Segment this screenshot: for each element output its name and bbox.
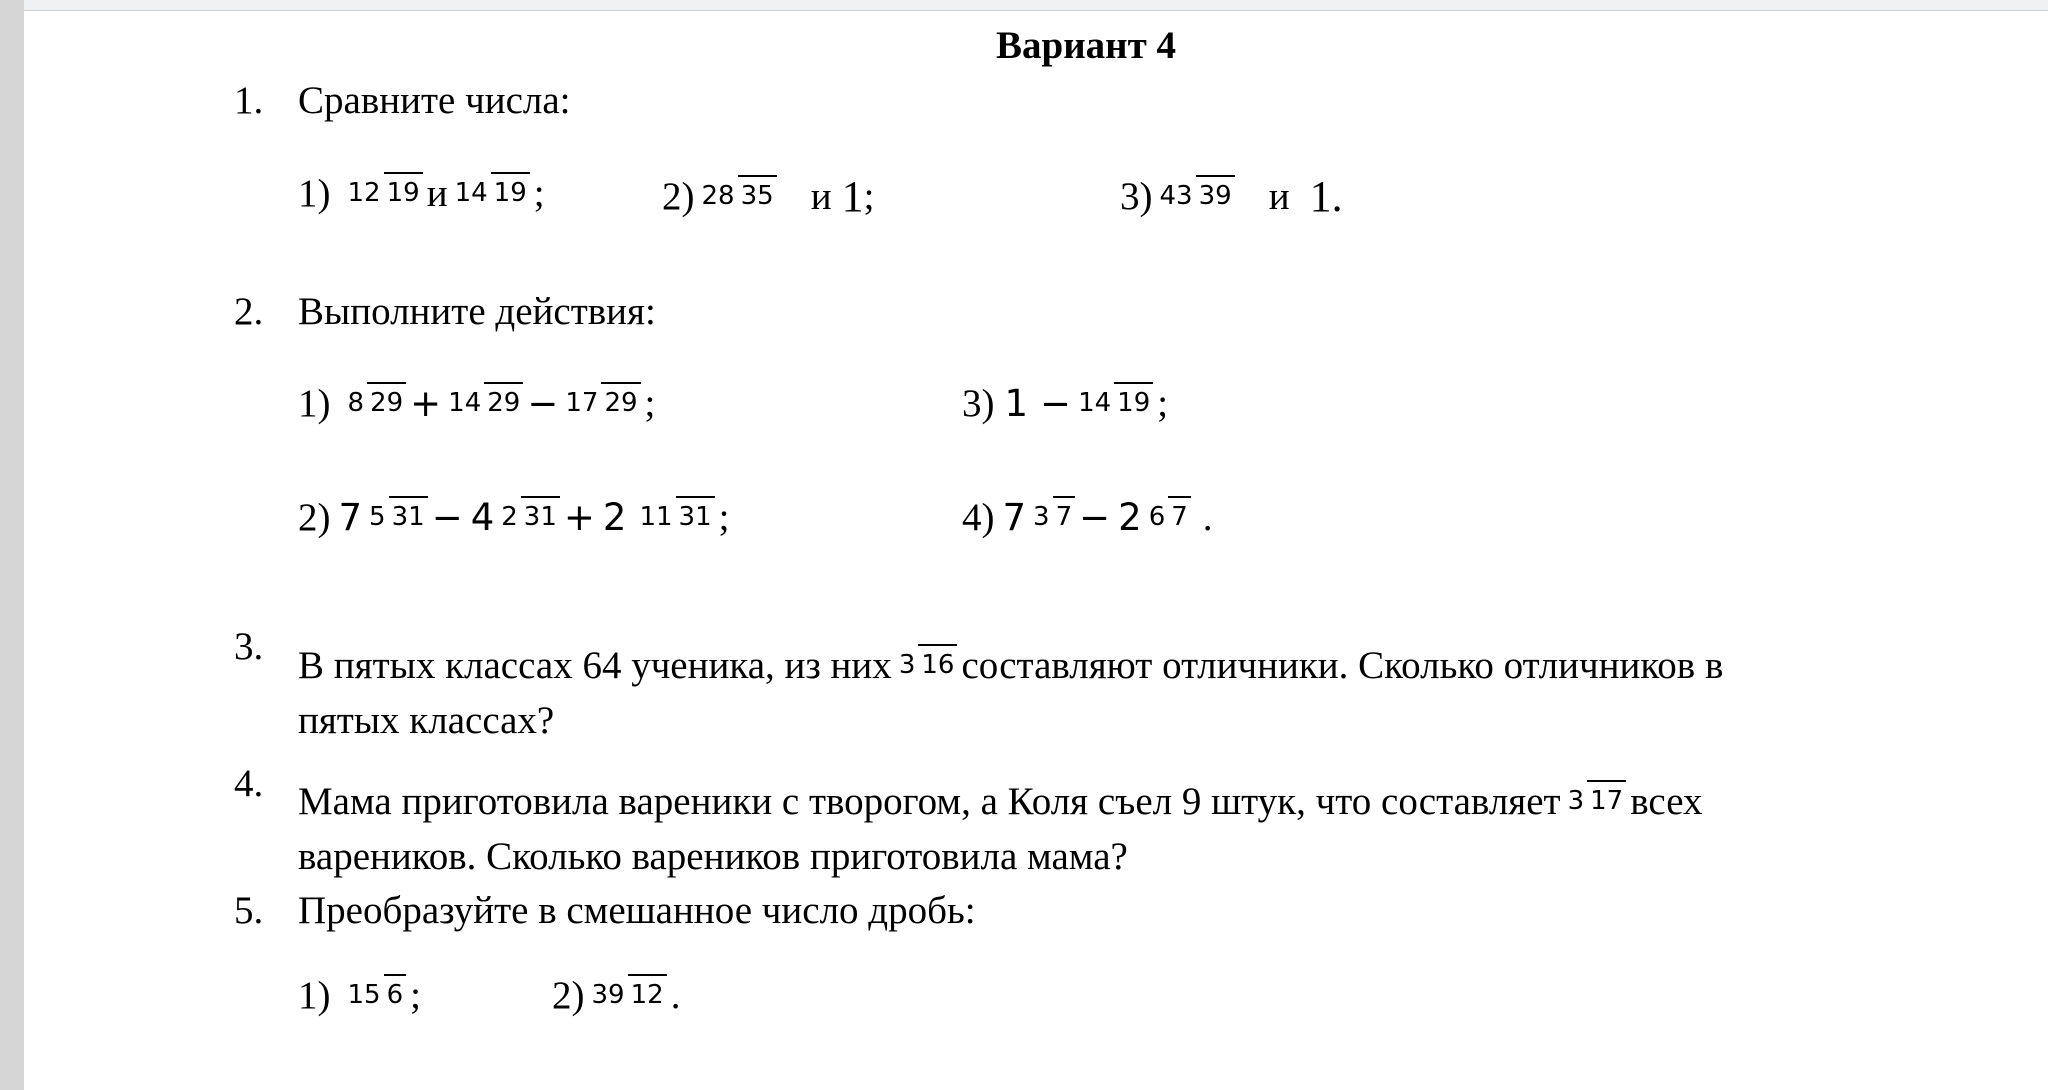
numerator: 12 [347, 177, 381, 208]
task-2-text: Выполните действия: [298, 290, 656, 333]
denominator: 29 [484, 382, 523, 418]
item-label: 3) [962, 382, 995, 425]
item-label: 3) [1120, 175, 1153, 218]
whole-part: 7 [1002, 496, 1027, 539]
fraction [896, 649, 958, 680]
conjunction: и [426, 172, 448, 215]
task-2-number: 2. [234, 290, 264, 333]
task-4-line-2: вареников. Сколько вареников приготовила мама? [298, 835, 1128, 878]
fraction [699, 180, 777, 211]
page-title: Вариант 4 [996, 24, 1177, 67]
semicolon: ; [644, 382, 656, 425]
numerator: 8 [347, 387, 365, 418]
denominator: 19 [1114, 382, 1153, 418]
conjunction: и [810, 175, 832, 218]
task-3-text-b: составляют отличники. Сколько отличников в [961, 644, 1724, 687]
item-label: 1) [298, 172, 331, 215]
task-1-item-3 [1120, 171, 1343, 222]
fraction [452, 177, 530, 208]
task-5-text: Преобразуйте в смешанное число дробь: [298, 889, 976, 932]
denominator: 39 [1196, 175, 1235, 211]
task-3-line-2: пятых классах? [298, 699, 555, 742]
plus-sign: + [410, 382, 442, 425]
minus-sign: − [1079, 496, 1111, 539]
item-label: 1) [298, 974, 331, 1017]
fraction [1075, 387, 1153, 418]
numerator: 17 [565, 387, 599, 418]
whole-part: 4 [470, 496, 495, 539]
task-5-item-2 [552, 973, 680, 1018]
fraction [345, 387, 407, 418]
task-2-item-2 [298, 495, 729, 540]
whole-part: 2 [1118, 496, 1142, 539]
semicolon: ; [410, 974, 421, 1017]
denominator: 31 [676, 496, 715, 532]
task-1-number: 1. [234, 79, 264, 122]
numerator: 43 [1159, 180, 1193, 211]
top-border [24, 0, 2048, 11]
denominator: 16 [918, 644, 957, 680]
fraction [345, 979, 407, 1010]
task-1-item-1 [298, 171, 545, 216]
semicolon: ; [533, 172, 545, 215]
numerator: 3 [898, 649, 916, 680]
denominator: 29 [367, 382, 406, 418]
numerator: 3 [1567, 785, 1585, 816]
fraction [1146, 501, 1191, 532]
denominator: 35 [738, 175, 777, 211]
denominator: 31 [521, 496, 560, 532]
task-4-text-b: всех [1630, 780, 1703, 823]
denominator: 31 [389, 496, 428, 532]
task-3-line-1 [298, 643, 1723, 688]
window-left-edge [0, 0, 24, 1090]
denominator: 7 [1053, 496, 1076, 532]
task-5-number: 5. [234, 889, 264, 932]
denominator: 7 [1168, 496, 1191, 532]
denominator: 19 [491, 172, 530, 208]
task-4-line-1 [298, 779, 1703, 824]
task-1-text: Сравните числа: [298, 79, 571, 122]
fraction [1157, 180, 1235, 211]
numerator: 15 [347, 979, 381, 1010]
numerator: 3 [1033, 501, 1050, 532]
numerator: 11 [639, 501, 673, 532]
numerator: 2 [501, 501, 518, 532]
fraction [345, 177, 423, 208]
plus-sign: + [563, 496, 595, 539]
whole-part: 2 [602, 496, 627, 539]
number: 1 [841, 172, 864, 221]
minus-sign: − [1040, 382, 1072, 425]
fraction [562, 387, 640, 418]
task-2-item-4 [962, 495, 1213, 540]
denominator: 29 [601, 382, 640, 418]
numerator: 5 [369, 501, 386, 532]
conjunction: и [1268, 175, 1290, 218]
task-3-text-a: В пятых классах 64 ученика, из них [298, 644, 892, 687]
fraction [636, 501, 714, 532]
semicolon: ; [718, 496, 730, 539]
minus-sign: − [431, 496, 463, 539]
number: 1 [1004, 382, 1029, 425]
task-4-number: 4. [234, 762, 264, 805]
document-page [24, 11, 2048, 1090]
fraction [1030, 501, 1075, 532]
item-label: 4) [962, 496, 995, 539]
denominator: 19 [384, 172, 423, 208]
semicolon: ; [1157, 382, 1169, 425]
task-2-item-3 [962, 381, 1168, 426]
task-5-item-1 [298, 973, 421, 1018]
item-label: 1) [298, 382, 331, 425]
numerator: 14 [454, 177, 488, 208]
fraction [498, 501, 560, 532]
period: . [670, 974, 681, 1017]
numerator: 14 [1078, 387, 1112, 418]
minus-sign: − [527, 382, 559, 425]
period: . [1202, 496, 1213, 539]
item-label: 2) [662, 175, 695, 218]
denominator: 6 [384, 974, 407, 1010]
whole-part: 7 [338, 496, 363, 539]
numerator: 14 [448, 387, 482, 418]
numerator: 6 [1148, 501, 1166, 532]
fraction [589, 979, 667, 1010]
item-label: 2) [298, 496, 331, 539]
period: . [1331, 172, 1343, 221]
task-1-item-2 [662, 171, 874, 222]
number: 1 [1309, 172, 1332, 221]
task-2-item-1 [298, 381, 655, 426]
numerator: 28 [701, 180, 735, 211]
fraction [1565, 785, 1627, 816]
task-4-text-a: Мама приготовила вареники с творогом, а Коля съел 9 штук, что составляет [298, 780, 1561, 823]
numerator: 39 [591, 979, 625, 1010]
semicolon: ; [863, 175, 875, 218]
fraction [445, 387, 523, 418]
fraction [366, 501, 428, 532]
item-label: 2) [552, 974, 585, 1017]
denominator: 17 [1587, 780, 1626, 816]
task-3-number: 3. [234, 625, 264, 668]
denominator: 12 [628, 974, 667, 1010]
